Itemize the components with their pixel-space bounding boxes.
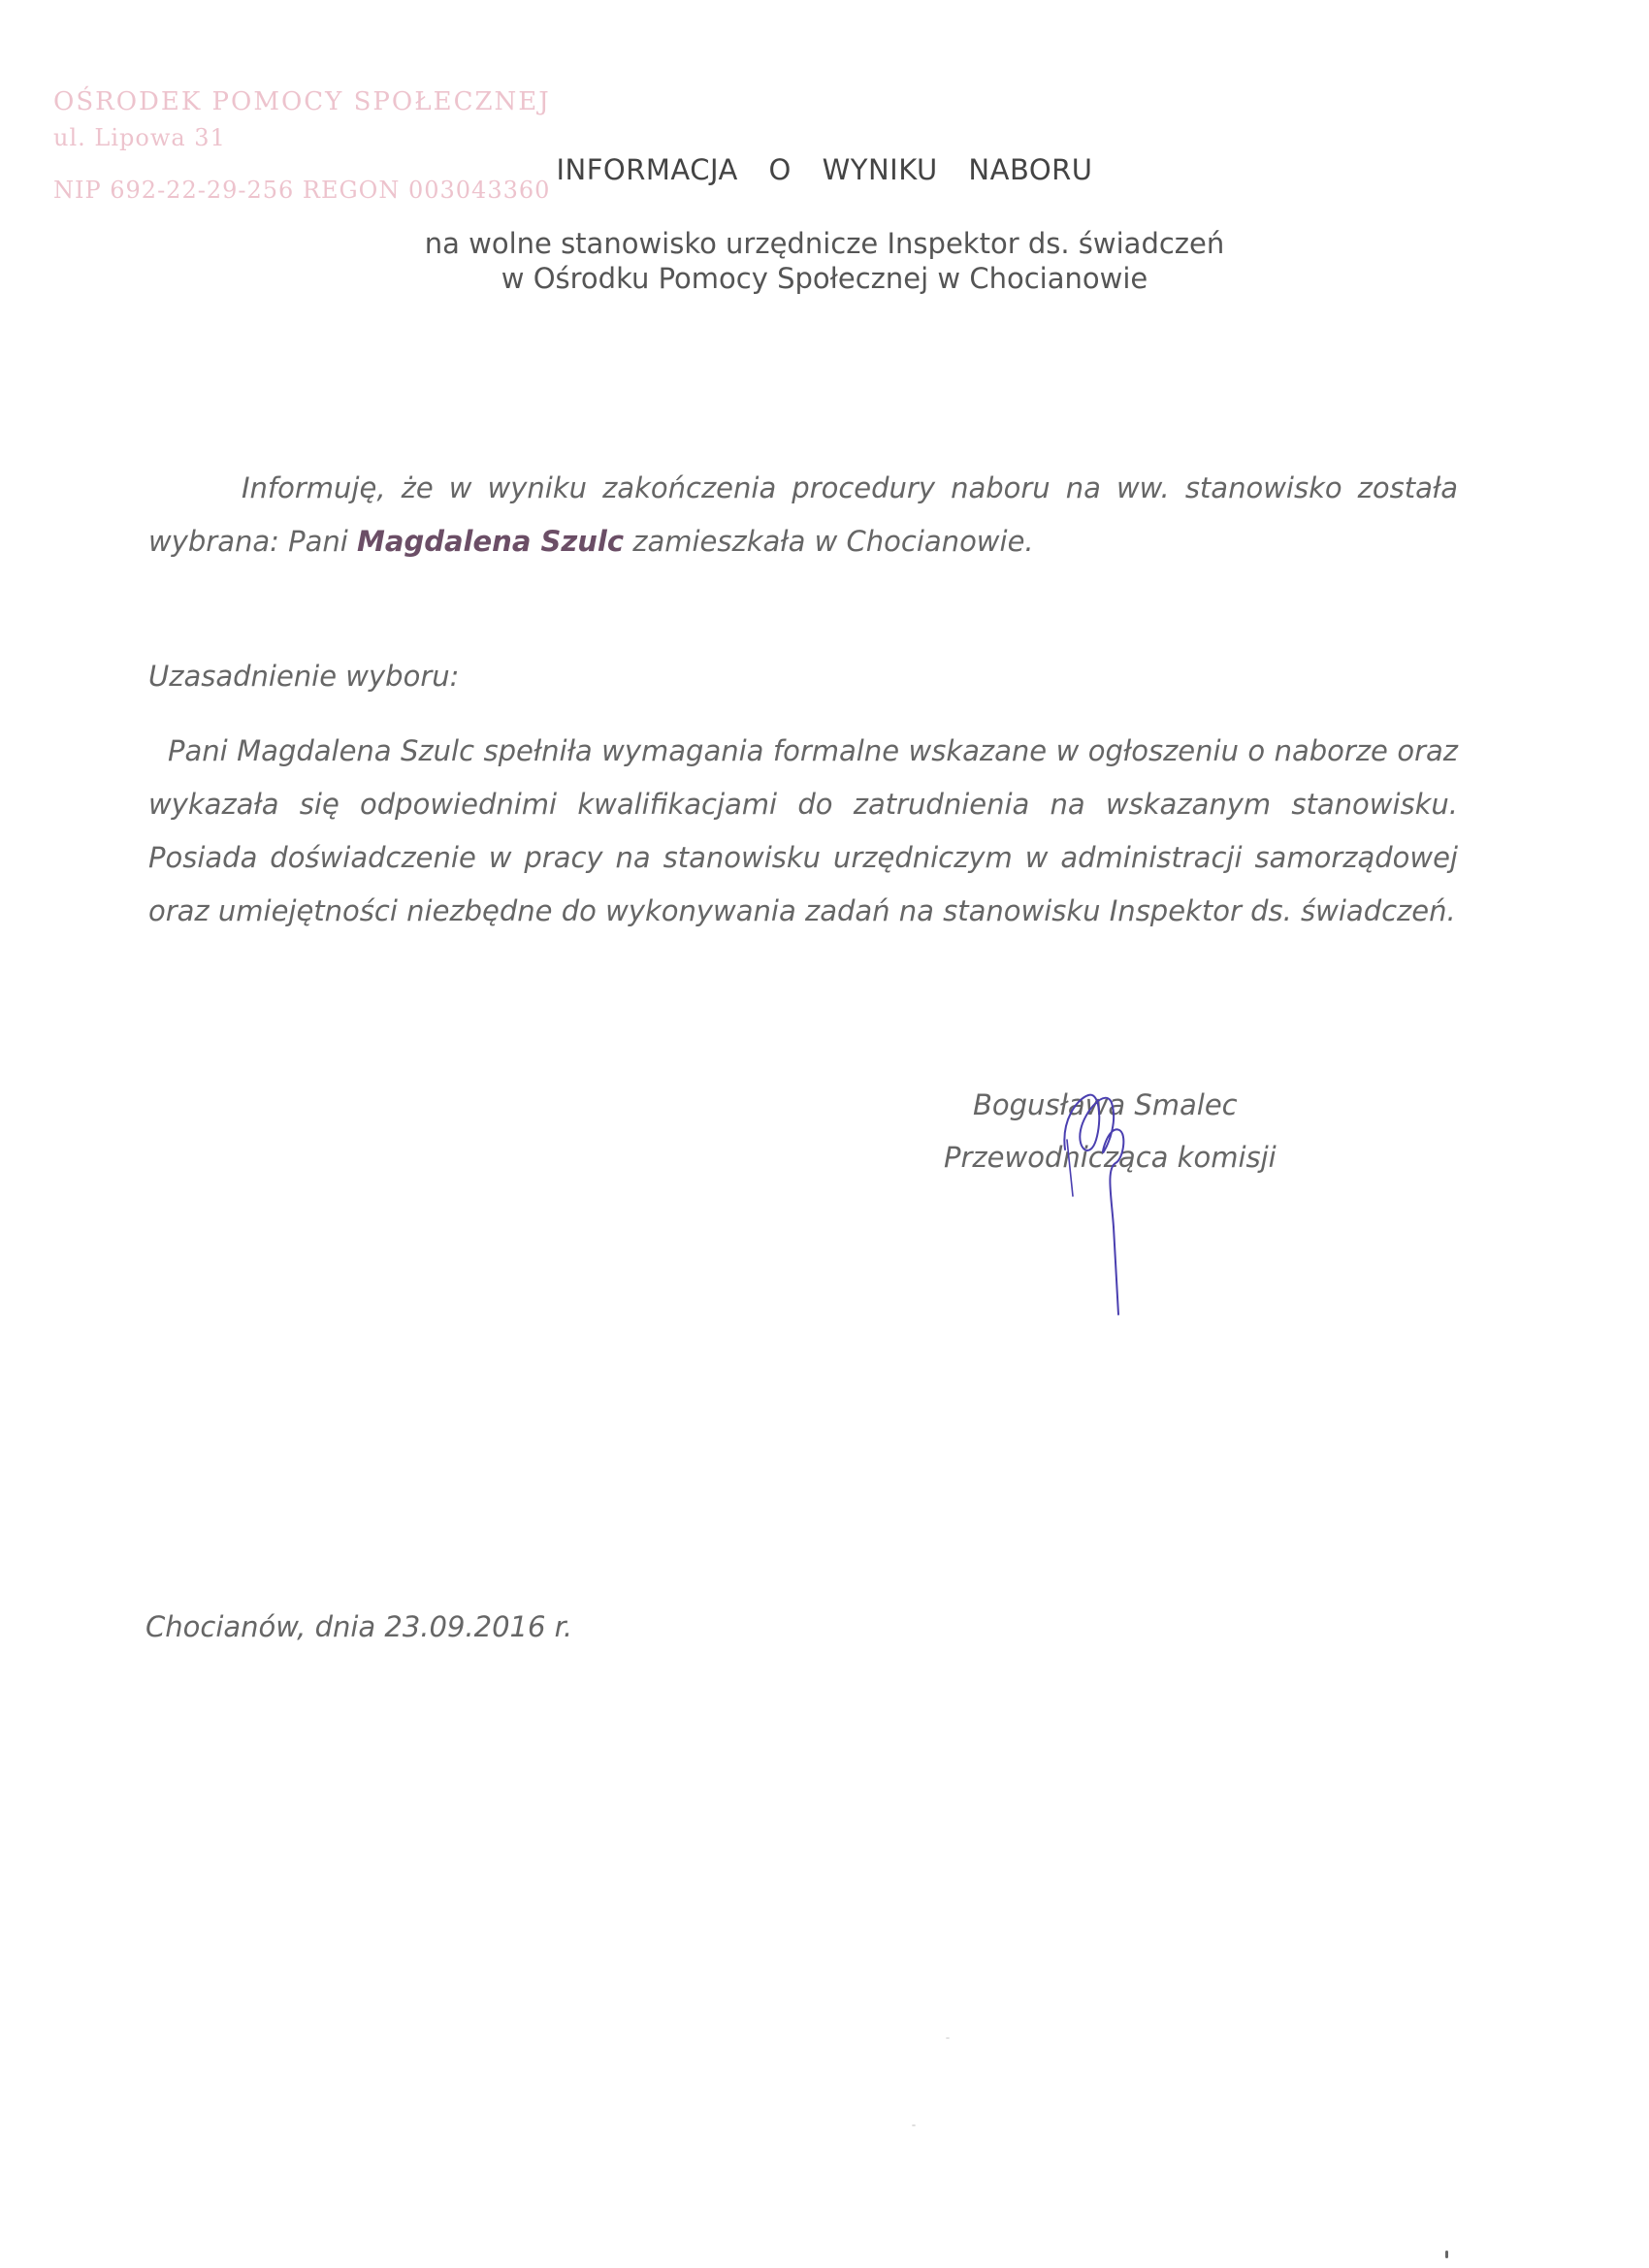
- handwritten-signature: [1048, 1082, 1145, 1324]
- scan-speck: [1445, 2251, 1448, 2258]
- scan-speck: [946, 2037, 950, 2039]
- document-subtitle-line1: na wolne stanowisko urzędnicze Inspektor ds. świadczeń: [424, 227, 1225, 260]
- intro-text-after: zamieszkała w Chocianowie.: [624, 525, 1034, 558]
- justification-text: Pani Magdalena Szulc spełniła wymagania formalne wskazane w ogłoszeniu o naborze oraz wykazała się odpowiednimi kwalifikacjami do zatrudnienia na wskazanym stanowisku. Posiada doświadczenie w pracy na stanowisku urzędniczym w administracji samorządowej oraz umiejętności niezbędne do wykonywania zadań na stanowisku Inspektor ds. świadczeń.: [148, 734, 1458, 927]
- signatory-role: Przewodnicząca komisji: [944, 1141, 1277, 1174]
- justification-paragraph: [148, 725, 1458, 938]
- signatory-name: Bogusława Smalec: [973, 1088, 1238, 1121]
- intro-paragraph: [148, 462, 1458, 568]
- selected-candidate-name: Magdalena Szulc: [357, 525, 625, 558]
- document-subtitle-line2: w Ośrodku Pomocy Społecznej w Chocianowie: [501, 262, 1148, 295]
- office-stamp: [53, 87, 551, 204]
- document-title: INFORMACJA O WYNIKU NABORU: [556, 153, 1093, 186]
- stamp-address: ul. Lipowa 31: [53, 124, 226, 151]
- stamp-office-name: OŚRODEK POMOCY SPOŁECZNEJ: [53, 87, 551, 116]
- scan-speck: [912, 2124, 916, 2126]
- justification-heading: Uzasadnienie wyboru:: [148, 660, 460, 693]
- place-and-date: Chocianów, dnia 23.09.2016 r.: [146, 1610, 573, 1643]
- intro-text-before: Informuję, że w wyniku zakończenia procedury naboru na ww. stanowisko została wybrana: Pani: [148, 471, 1458, 558]
- stamp-nip-regon: NIP 692-22-29-256 REGON 003043360: [53, 177, 551, 204]
